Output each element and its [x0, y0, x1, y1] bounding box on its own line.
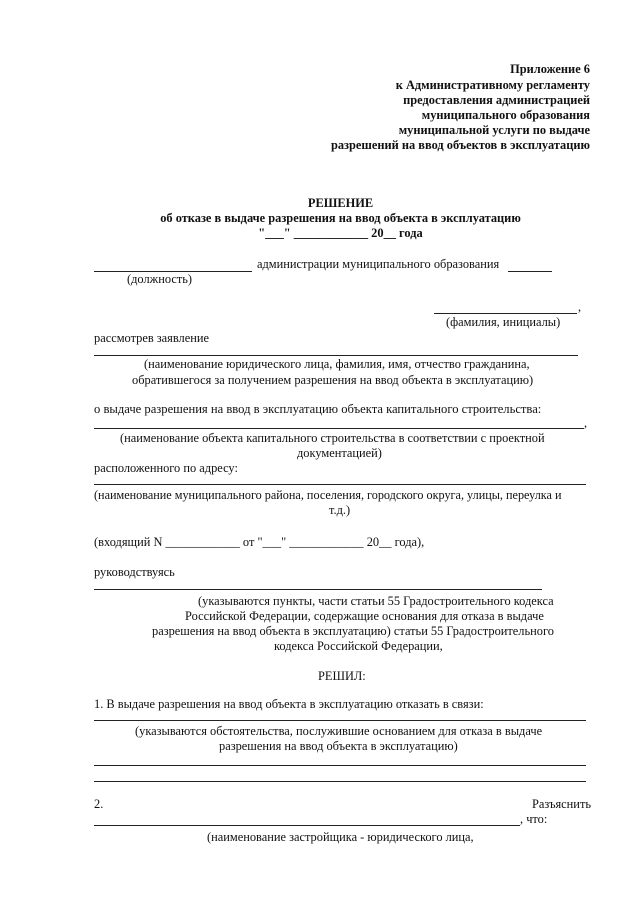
explain-text: Разъяснить [532, 797, 592, 811]
located-text: расположенного по адресу: [94, 461, 238, 475]
municipality-blank [508, 271, 552, 272]
incoming-text: (входящий N ____________ от "___" ____________ 20__ года), [94, 535, 425, 549]
name-caption: (фамилия, инициалы) [446, 315, 561, 329]
applicant-caption-2: обратившегося за получением разрешения на ввод объекта в эксплуатацию) [132, 373, 534, 387]
document-subtitle: об отказе в выдаче разрешения на ввод объекта в эксплуатацию [160, 211, 521, 225]
article-blank [94, 589, 542, 590]
decided-text: РЕШИЛ: [318, 669, 366, 683]
document-page: Приложение 6 к Административному регламенту предоставления администрацией муниципального образования муниципальной услуги по выдаче разрешений на ввод объектов в эксплуатацию РЕШЕНИЕ об отказе в выдаче разрешения на ввод объекта в эксплуатацию "___" ____________ 20__ года администрации муниципального образования (должность) , (фамилия, инициалы) рассмотрев заявление (наименование юридического лица, фамилия, имя, отчество гражданина, обратившегося за получением разрешения на ввод объекта в эксплуатацию) о выдаче разрешения на ввод в эксплуатацию объекта капитального строительства: , (наименование объекта капитального строительства в соответствии с проектной документацией) расположенного по адресу: (наименование муниципального района, поселения, городского округа, улицы, переулка и т.д.) (входящий N ____________ от "___" ____________ 20__ года), руководствуясь (указываются пункты, части статьи 55 Градостроительного кодекса Российской Федерации, содержащие основания для отказа в выдаче разрешения на ввод объекта в эксплуатацию) статьи 55 Градостроительного кодекса Российской Федерации, РЕШИЛ: 1. В выдаче разрешения на ввод объекта в эксплуатацию отказать в связи: (указываются обстоятельства, послужившие основанием для отказа в выдаче разрешения на ввод объекта в эксплуатацию) 2. Разъяснить , что: (наименование застройщика - юридического лица, [0, 0, 639, 905]
name-blank [434, 313, 577, 314]
circumstance-blank [94, 720, 586, 721]
appendix-line-3: предоставления администрацией [403, 93, 590, 107]
article-caption-1: (указываются пункты, части статьи 55 Градостроительного кодекса [198, 594, 554, 608]
item-2-number: 2. [94, 797, 104, 811]
position-caption: (должность) [127, 272, 193, 286]
document-date-line: "___" ____________ 20__ года [258, 226, 423, 240]
appendix-line-5: муниципальной услуги по выдаче [398, 123, 590, 137]
circ-caption-2: разрешения на ввод объекта в эксплуатацию) [219, 739, 458, 753]
address-blank [94, 484, 586, 485]
address-caption-1: (наименование муниципального района, поселения, городского округа, улицы, переулка и [94, 488, 562, 502]
object-blank [94, 428, 584, 429]
object-caption-2: документацией) [297, 446, 382, 460]
about-object-text: о выдаче разрешения на ввод в эксплуатацию объекта капитального строительства: [94, 402, 542, 416]
circumstance-blank-2 [94, 765, 586, 766]
guided-text: руководствуясь [94, 565, 175, 579]
article-caption-4: кодекса Российской Федерации, [274, 639, 443, 653]
appendix-line-4: муниципального образования [421, 108, 590, 122]
article-caption-2: Российской Федерации, содержащие основания для отказа в выдаче [185, 609, 544, 623]
applicant-caption-1: (наименование юридического лица, фамилия, имя, отчество гражданина, [144, 357, 530, 371]
comma-that-text: , что: [520, 812, 548, 826]
admin-text: администрации муниципального образования [257, 257, 500, 271]
developer-blank [94, 825, 520, 826]
address-caption-2: т.д.) [329, 503, 351, 517]
appendix-line-6: разрешений на ввод объектов в эксплуатацию [330, 138, 590, 152]
appendix-line-2: к Административному регламенту [395, 78, 590, 92]
object-caption-1: (наименование объекта капитального строительства в соответствии с проектной [120, 431, 545, 445]
circumstance-blank-3 [94, 781, 586, 782]
circ-caption-1: (указываются обстоятельства, послужившие основанием для отказа в выдаче [135, 724, 543, 738]
appendix-line-1: Приложение 6 [510, 62, 590, 76]
article-caption-3: разрешения на ввод объекта в эксплуатацию) статьи 55 Градостроительного [152, 624, 554, 638]
reviewed-text: рассмотрев заявление [94, 331, 210, 345]
applicant-blank [94, 355, 578, 356]
developer-caption: (наименование застройщика - юридического лица, [207, 830, 474, 844]
document-title: РЕШЕНИЕ [307, 196, 374, 210]
item-1-text: 1. В выдаче разрешения на ввод объекта в эксплуатацию отказать в связи: [94, 697, 484, 711]
